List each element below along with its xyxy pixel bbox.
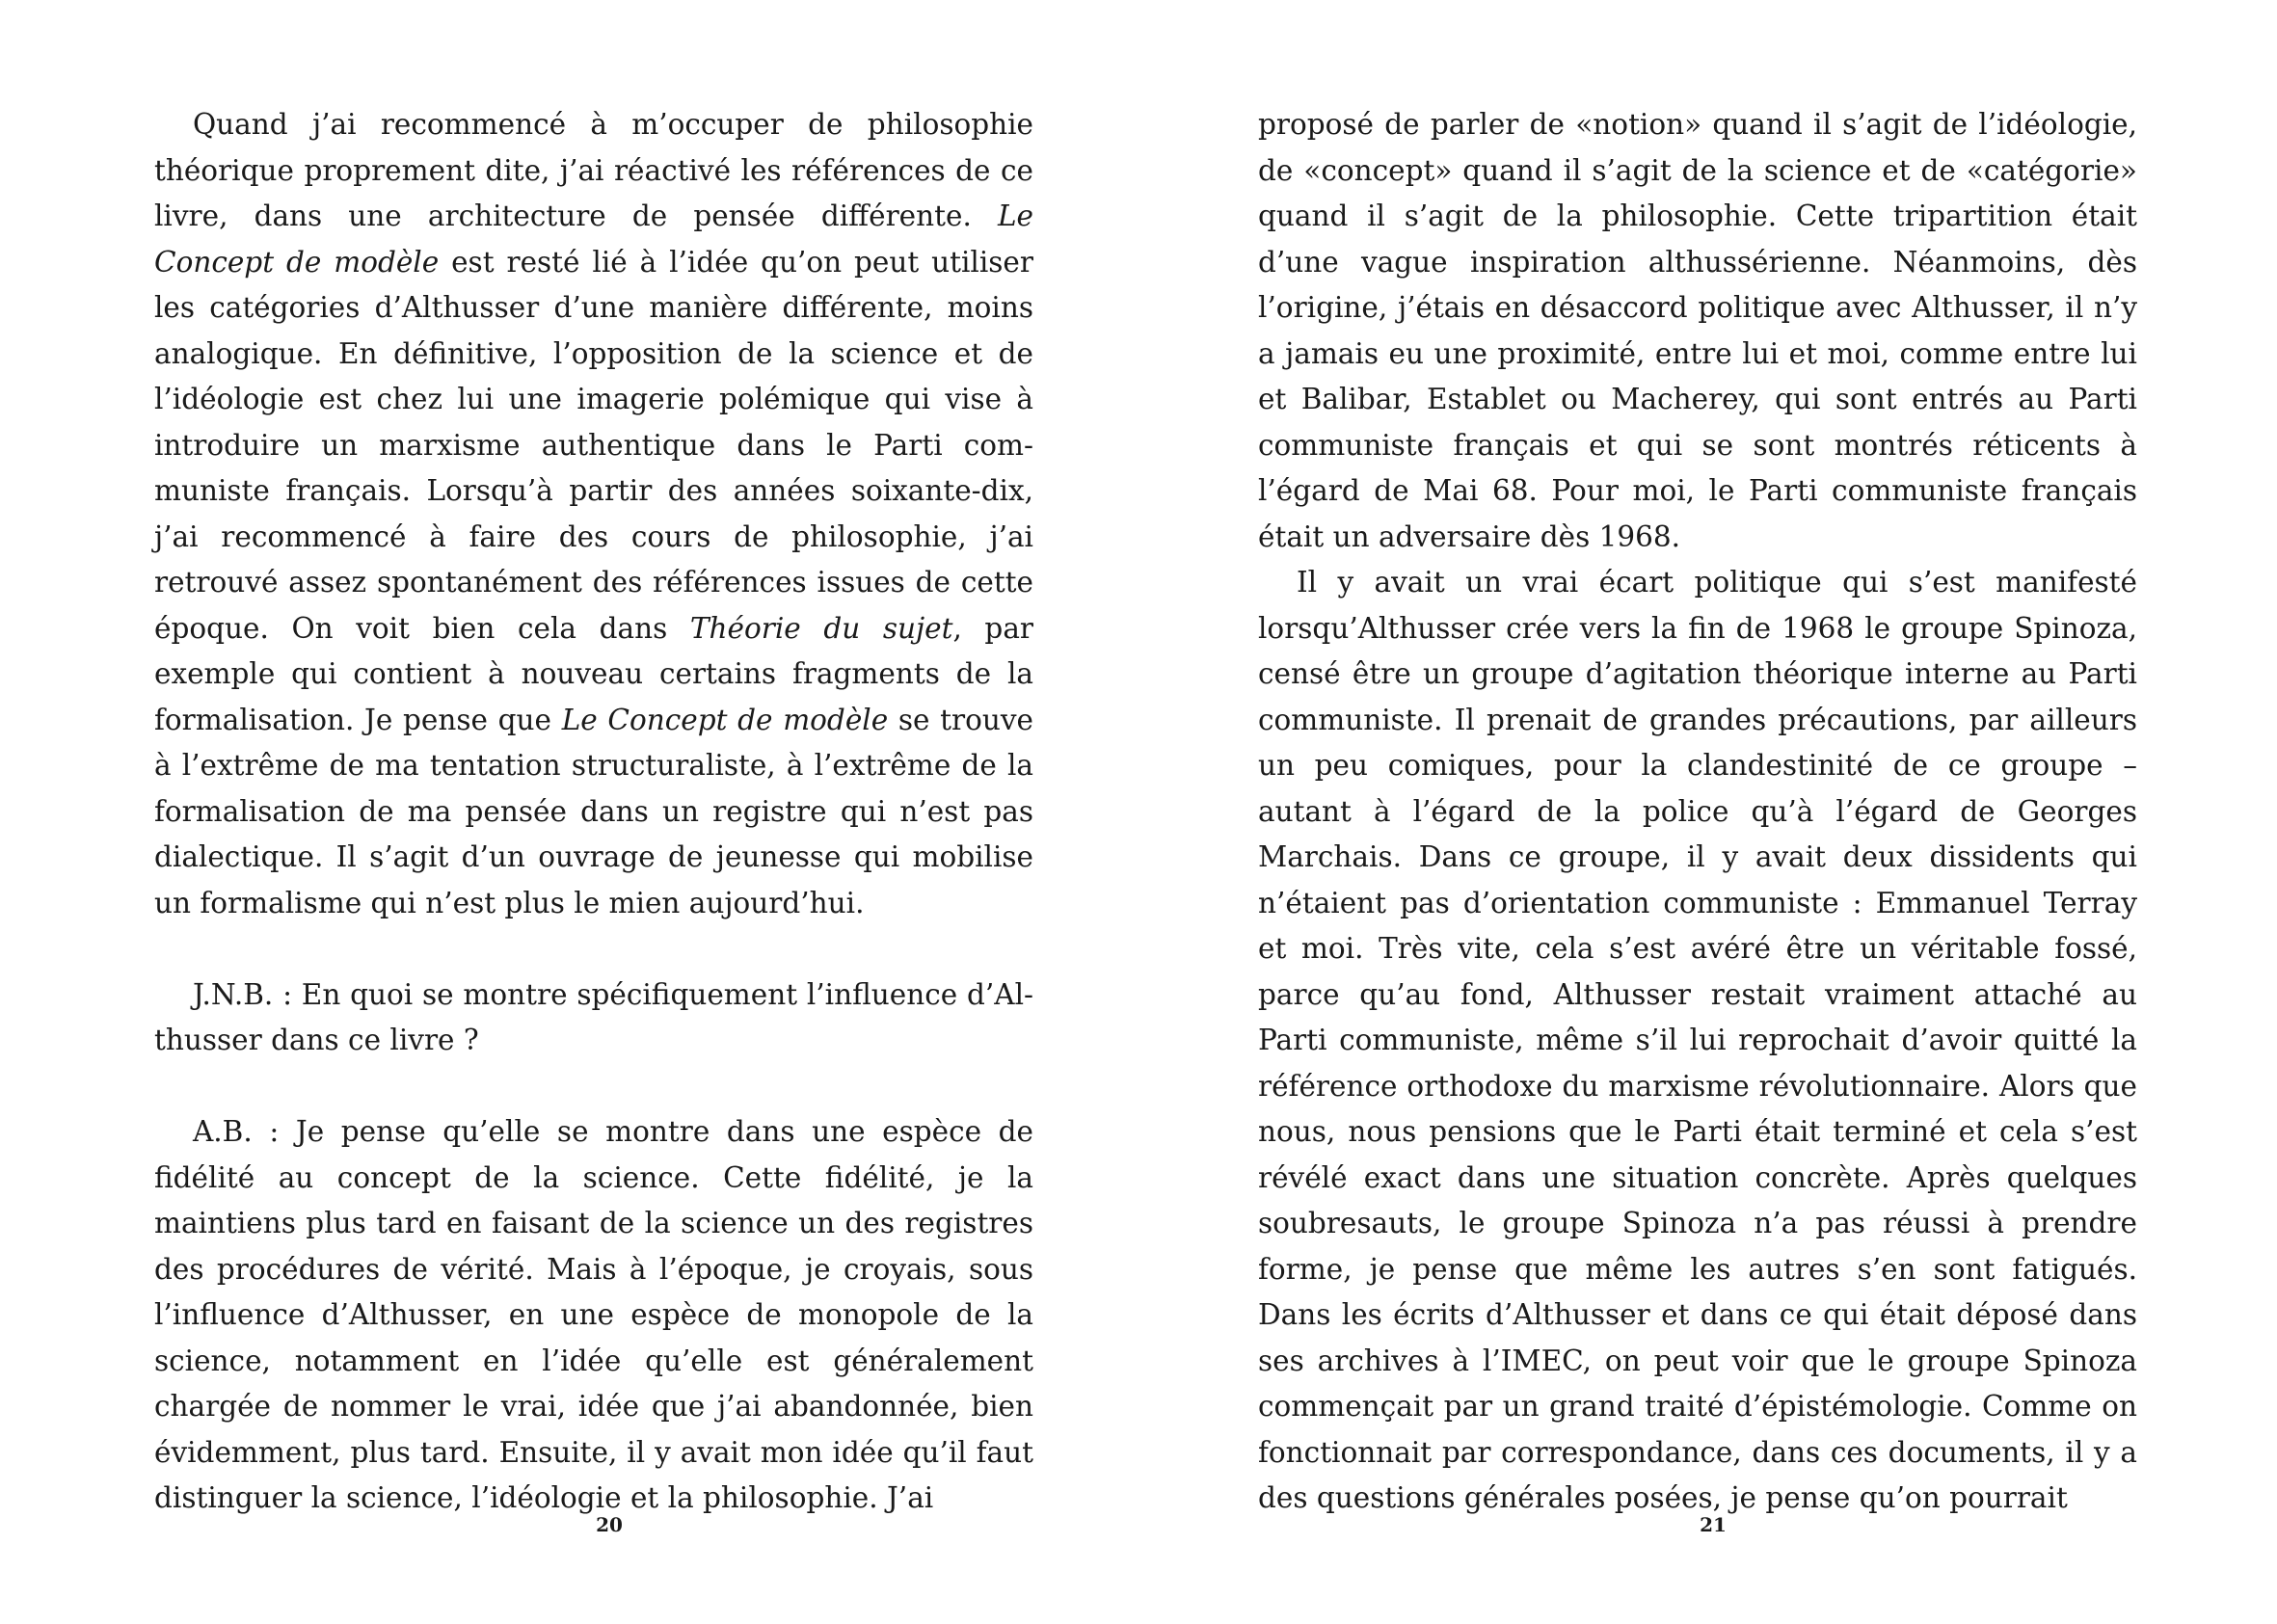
- page-number-left: 20: [596, 1513, 623, 1536]
- page-number-right: 21: [1700, 1513, 1727, 1536]
- paragraph: [154, 102, 1033, 926]
- book-title: Le Concept de modèle: [561, 703, 889, 736]
- right-page: [1258, 102, 2137, 1522]
- paragraph: Il y avait un vrai écart politique qui s’est manifesté lorsqu’Althusser crée vers la fin de 1968 le groupe Spinoza, censé être un groupe d’agitation théorique interne au Parti communiste. Il prenait de grandes précautions, par ailleurs un peu comiques, pour la clandestinité de ce groupe – autant à l’égard de la police qu’à l’égard de Georges Marchais. Dans ce groupe, il y avait deux dissidents qui n’étaient pas d’orientation communiste : Emmanuel Terray et moi. Très vite, cela s’est avéré être un véritable fossé, parce qu’au fond, Althusser restait vraiment attaché au Parti communiste, même s’il lui reprochait d’avoir quitté la référence orthodoxe du marxisme révolutionnaire. Alors que nous, nous pensions que le Parti était terminé et cela s’est révélé exact dans une situation concrète. Après quelques soubresauts, le groupe Spinoza n’a pas réussi à prendre forme, je pense que même les autres s’en sont fatigués. Dans les écrits d’Althusser et dans ce qui était déposé dans ses archives à l’IMEC, on peut voir que le groupe Spinoza commençait par un grand traité d’épistémologie. Comme on fonctionnait par correspondance, dans ces documents, il y a des questions générales posées, je pense qu’on pourrait: [1258, 566, 2137, 1514]
- paragraph-gap: [154, 926, 1033, 972]
- paragraph-gap: [154, 1064, 1033, 1110]
- text-run: , par exemple qui contient à nouveau certains fragments de la formalisation. Je pense que: [154, 611, 1034, 736]
- interview-answer: A.B. : Je pense qu’elle se montre dans une espèce de fidélité au concept de la science. Cette fidélité, je la maintiens plus tard en faisant de la science un des registres des procédures de vérité. Mais à l’époque, je croyais, sous l’influence d’Althusser, en une espèce de monopole de la science, notamment en l’idée qu’elle est généralement chargée de nommer le vrai, idée que j’ai abandonnée, bien évidemment, plus tard. Ensuite, il y avait mon idée qu’il faut distinguer la science, l’idéologie et la philosophie. J’ai: [154, 1115, 1033, 1514]
- text-run: se trouve à l’extrême de ma tentation structuraliste, à l’extrême de la formalisation de ma pensée dans un registre qui n’est pas dialectique. Il s’agit d’un ouvrage de jeunesse qui mobilise un formalisme qui n’est plus le mien aujourd’hui.: [154, 703, 1033, 919]
- text-run: est resté lié à l’idée qu’on peut utiliser les catégories d’Althusser d’une manière différente, moins analogique. En définitive, l’opposition de la science et de l’idéologie est chez lui une imagerie polémique qui vise à introduire un marxisme authentique dans le Parti communiste français. Lorsqu’à partir des années soixante-dix, j’ai recommencé à faire des cours de philosophie, j’ai retrouvé assez spontanément des références issues de cette époque. On voit bien cela dans: [154, 245, 1033, 645]
- text-run: Quand j’ai recommencé à m’occuper de philosophie théorique proprement dite, j’ai réactivé les références de ce livre, dans une architecture de pensée différente.: [154, 108, 1033, 232]
- book-title: Le Concept de modèle: [154, 200, 1033, 279]
- paragraph-continued: proposé de parler de «notion» quand il s’agit de l’idéologie, de «concept» quand il s’agit de la science et de «catégorie» quand il s’agit de la philosophie. Cette tripartition était d’une vague inspiration althussérienne. Néanmoins, dès l’origine, j’étais en désaccord politique avec Althusser, il n’y a jamais eu une proximité, entre lui et moi, comme entre lui et Balibar, Establet ou Macherey, qui sont entrés au Parti communiste français et qui se sont montrés réticents à l’égard de Mai 68. Pour moi, le Parti communiste français était un adversaire dès 1968.: [1258, 108, 2137, 553]
- book-title: Théorie du sujet: [689, 611, 953, 645]
- left-page: [154, 102, 1033, 1522]
- interview-question: J.N.B. : En quoi se montre spécifiquement l’influence d’Althusser dans ce livre ?: [154, 977, 1033, 1056]
